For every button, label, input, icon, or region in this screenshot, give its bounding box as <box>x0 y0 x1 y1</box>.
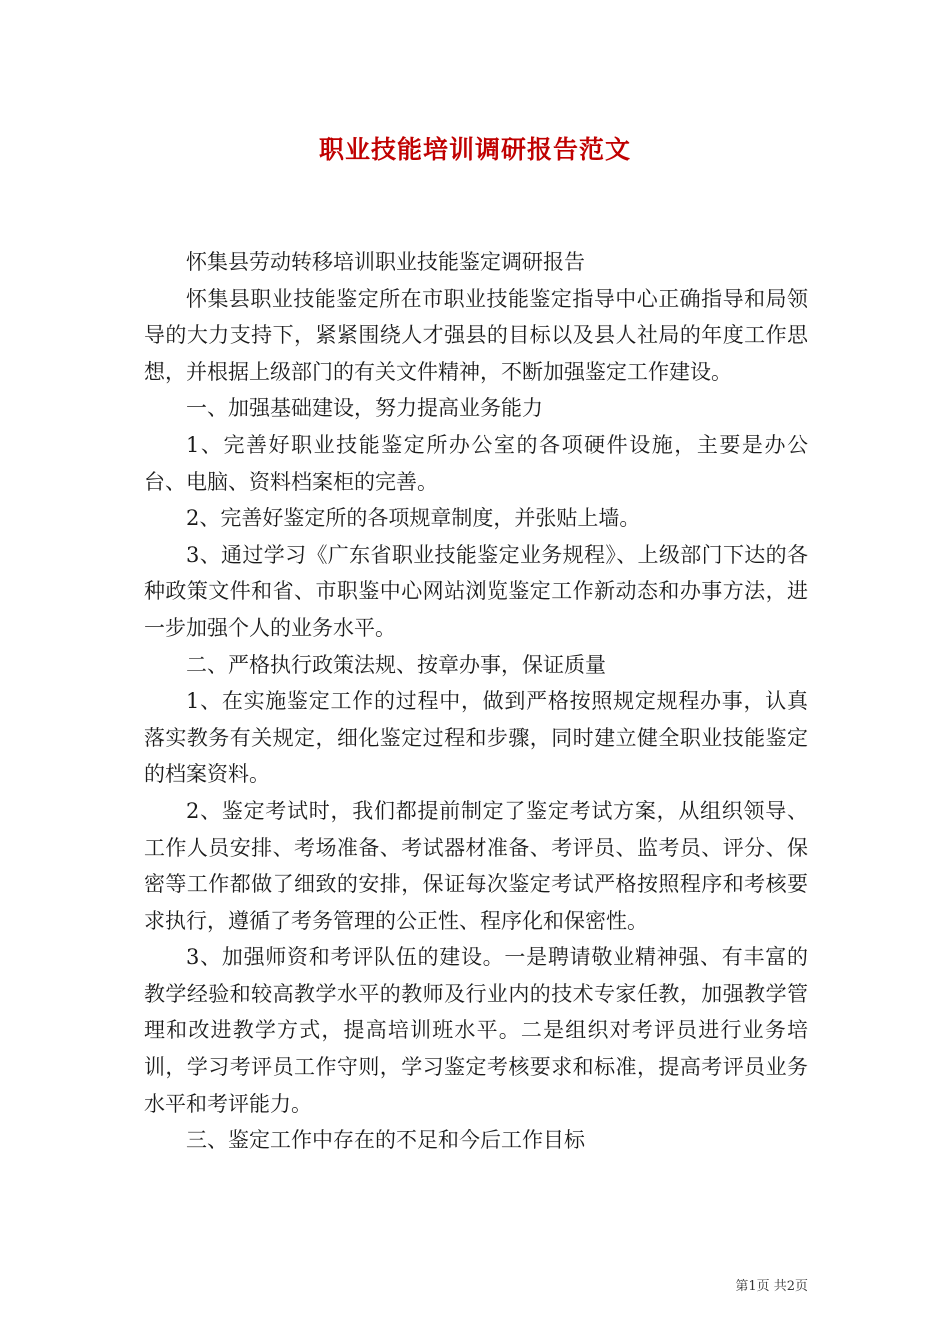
paragraph-2-2: 2、鉴定考试时，我们都提前制定了鉴定考试方案，从组织领导、工作人员安排、考场准备、考试器材准备、考评员、监考员、评分、保密等工作都做了细致的安排，保证每次鉴定考试严格按照程序和考核要求执行，遵循了考务管理的公正性、程序化和保密性。 <box>144 798 808 933</box>
paragraph-2-1: 1、在实施鉴定工作的过程中，做到严格按照规定规程办事，认真落实教务有关规定，细化鉴定过程和步骤，同时建立健全职业技能鉴定的档案资料。 <box>144 689 808 787</box>
paragraph-2-3: 3、加强师资和考评队伍的建设。一是聘请敬业精神强、有丰富的教学经验和较高教学水平的教师及行业内的技术专家任教，加强教学管理和改进教学方式，提高培训班水平。二是组织对考评员进行业务培训，学习考评员工作守则，学习鉴定考核要求和标准，提高考评员业务水平和考评能力。 <box>144 945 808 1116</box>
page-number: 第1页 共2页 <box>735 1279 808 1294</box>
paragraph-subtitle: 怀集县劳动转移培训职业技能鉴定调研报告 <box>186 250 585 274</box>
paragraph-1-2: 2、完善好鉴定所的各项规章制度，并张贴上墙。 <box>186 506 641 531</box>
section-heading-3: 三、鉴定工作中存在的不足和今后工作目标 <box>186 1128 585 1153</box>
paragraph-1-3: 3、通过学习《广东省职业技能鉴定业务规程》、上级部门下达的各种政策文件和省、市职鉴中心网站浏览鉴定工作新动态和办事方法，进一步加强个人的业务水平。 <box>144 542 808 640</box>
document-body <box>144 244 808 1159</box>
section-heading-2: 二、严格执行政策法规、按章办事，保证质量 <box>186 652 606 677</box>
paragraph-intro: 怀集县职业技能鉴定所在市职业技能鉴定指导中心正确指导和局领导的大力支持下，紧紧围绕人才强县的目标以及县人社局的年度工作思想，并根据上级部门的有关文件精神，不断加强鉴定工作建设。 <box>144 286 808 384</box>
document-title: 职业技能培训调研报告范文 <box>318 135 631 164</box>
section-heading-1: 一、加强基础建设，努力提高业务能力 <box>186 396 543 421</box>
paragraph-1-1: 1、完善好职业技能鉴定所办公室的各项硬件设施，主要是办公台、电脑、资料档案柜的完善。 <box>144 432 808 494</box>
